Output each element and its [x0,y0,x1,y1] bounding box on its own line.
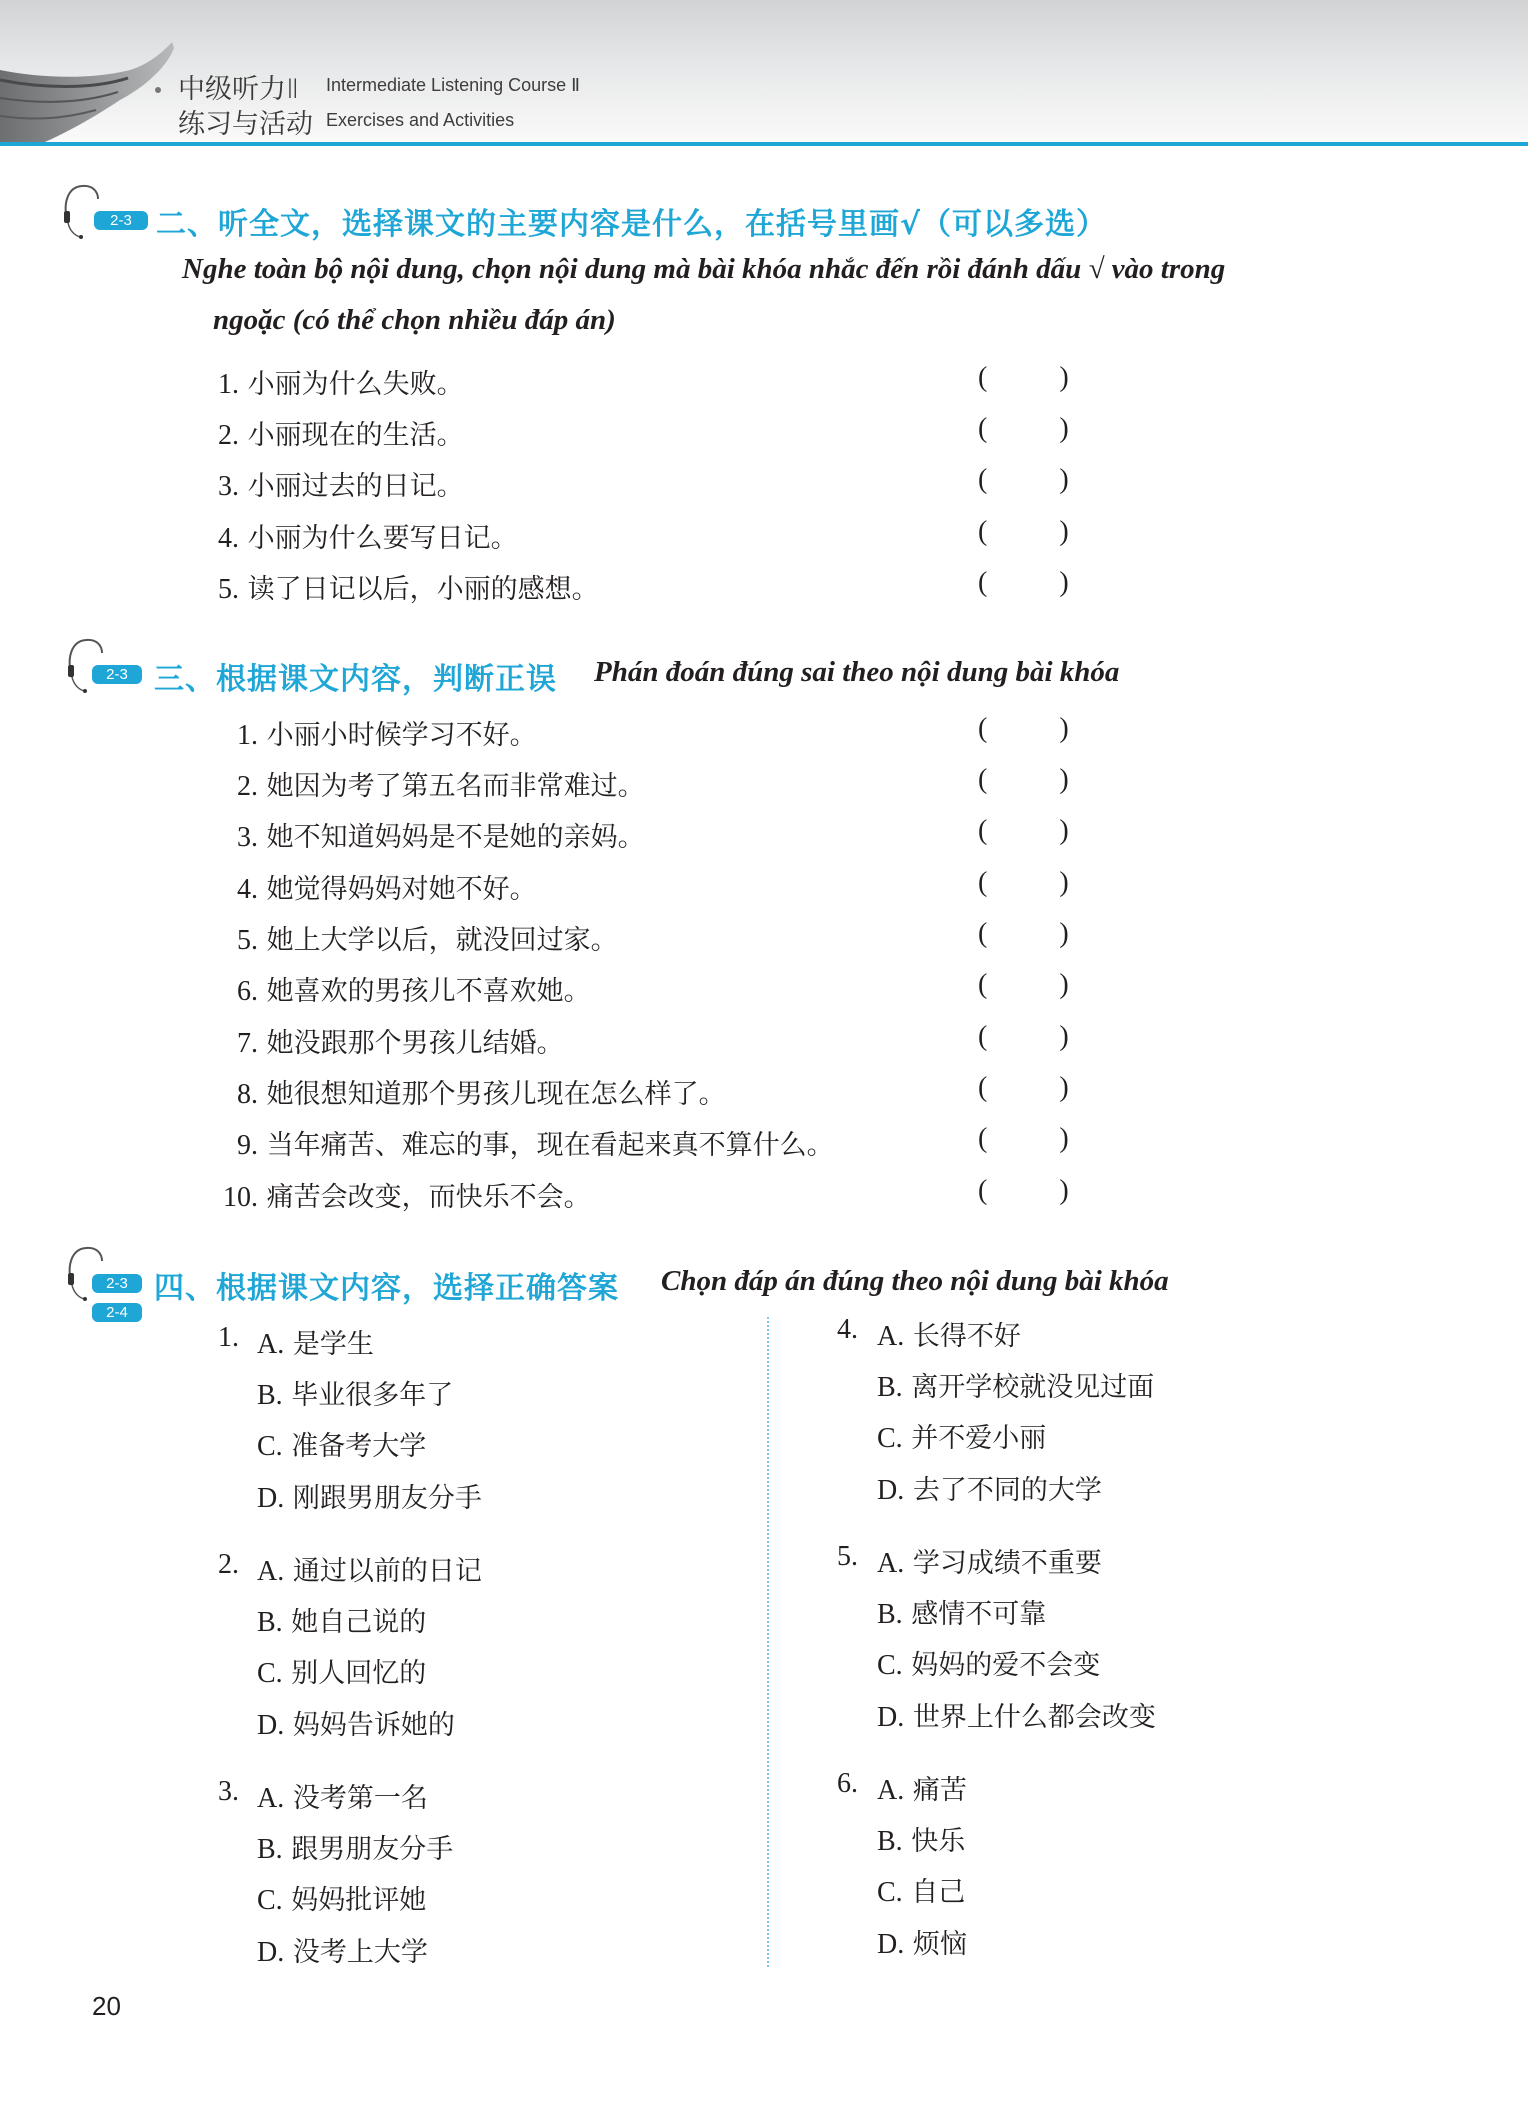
answer-blank[interactable]: ( ) [978,867,1069,898]
section-2-instruction-line2: ngoặc (có thể chọn nhiều đáp án) [213,304,616,336]
list-item: 2. 小丽现在的生活。 [218,420,464,451]
option[interactable]: D. 刚跟男朋友分手 [257,1483,482,1514]
list-item: 1. 小丽小时候学习不好。 [237,720,537,751]
page-number: 20 [92,1991,121,2021]
section-2-title: 二、听全文，选择课文的主要内容是什么，在括号里画√（可以多选） [156,207,1108,242]
answer-blank[interactable]: ( ) [978,815,1069,846]
list-item: 3. 她不知道妈妈是不是她的亲妈。 [237,822,645,853]
option[interactable]: B. 她自己说的 [257,1607,427,1638]
audio-track-badge[interactable]: 2-3 [94,211,148,230]
column-divider [767,1317,769,1967]
option[interactable]: D. 烦恼 [877,1929,967,1960]
answer-blank[interactable]: ( ) [978,764,1069,795]
list-item: 10. 痛苦会改变，而快乐不会。 [223,1182,591,1213]
section-3-title: 三、根据课文内容，判断正误 [154,662,557,697]
subtitle-en: Exercises and Activities [326,110,515,130]
option[interactable]: C. 妈妈的爱不会变 [877,1650,1101,1681]
answer-blank[interactable]: ( ) [978,1123,1069,1154]
subtitle-cn: 练习与活动 [178,109,313,140]
answer-blank[interactable]: ( ) [978,464,1069,495]
option[interactable]: A. 通过以前的日记 [257,1556,482,1587]
option[interactable]: D. 妈妈告诉她的 [257,1710,455,1741]
option[interactable]: D. 去了不同的大学 [877,1475,1102,1506]
list-item: 3. 小丽过去的日记。 [218,471,464,502]
answer-blank[interactable]: ( ) [978,918,1069,949]
option[interactable]: C. 妈妈批评她 [257,1885,427,1916]
option[interactable]: C. 准备考大学 [257,1431,427,1462]
option[interactable]: D. 世界上什么都会改变 [877,1702,1156,1733]
option[interactable]: A. 没考第一名 [257,1783,428,1814]
section-2-instruction-line1: Nghe toàn bộ nội dung, chọn nội dung mà bài khóa nhắc đến rồi đánh dấu √ vào trong [182,253,1226,285]
list-item: 1. 小丽为什么失败。 [218,369,464,400]
list-item: 9. 当年痛苦、难忘的事，现在看起来真不算什么。 [237,1130,834,1161]
audio-track-badge[interactable]: 2-3 [92,665,142,684]
list-item: 4. 她觉得妈妈对她不好。 [237,874,537,905]
list-item: 5. 她上大学以后，就没回过家。 [237,925,618,956]
answer-blank[interactable]: ( ) [978,567,1069,598]
header-divider [0,142,1528,146]
option[interactable]: B. 毕业很多年了 [257,1380,454,1411]
option[interactable]: D. 没考上大学 [257,1937,428,1968]
audio-track-badge[interactable]: 2-4 [92,1303,142,1322]
option[interactable]: C. 自己 [877,1877,966,1908]
course-title-cn: 中级听力Ⅱ [178,74,300,105]
option[interactable]: A. 是学生 [257,1329,374,1360]
answer-blank[interactable]: ( ) [978,1072,1069,1103]
list-item: 5. 读了日记以后，小丽的感想。 [218,574,599,605]
option[interactable]: C. 并不爱小丽 [877,1423,1047,1454]
list-item: 6. 她喜欢的男孩儿不喜欢她。 [237,976,591,1007]
list-item: 2. 她因为考了第五名而非常难过。 [237,771,645,802]
option[interactable]: B. 感情不可靠 [877,1599,1047,1630]
list-item: 8. 她很想知道那个男孩儿现在怎么样了。 [237,1079,726,1110]
option[interactable]: C. 别人回忆的 [257,1658,427,1689]
option[interactable]: A. 痛苦 [877,1775,967,1806]
audio-track-badge[interactable]: 2-3 [92,1274,142,1293]
answer-blank[interactable]: ( ) [978,413,1069,444]
section-4-instruction: Chọn đáp án đúng theo nội dung bài khóa [661,1265,1169,1297]
section-4-title: 四、根据课文内容，选择正确答案 [154,1271,619,1306]
answer-blank[interactable]: ( ) [978,713,1069,744]
option[interactable]: A. 学习成绩不重要 [877,1548,1102,1579]
option[interactable]: B. 跟男朋友分手 [257,1834,454,1865]
list-item: 7. 她没跟那个男孩儿结婚。 [237,1028,564,1059]
answer-blank[interactable]: ( ) [978,362,1069,393]
option[interactable]: B. 快乐 [877,1826,966,1857]
answer-blank[interactable]: ( ) [978,969,1069,1000]
option[interactable]: B. 离开学校就没见过面 [877,1372,1155,1403]
answer-blank[interactable]: ( ) [978,1021,1069,1052]
course-title-en: Intermediate Listening Course Ⅱ [326,75,580,95]
section-3-instruction: Phán đoán đúng sai theo nội dung bài khóa [594,656,1120,688]
option[interactable]: A. 长得不好 [877,1321,1021,1352]
answer-blank[interactable]: ( ) [978,516,1069,547]
answer-blank[interactable]: ( ) [978,1175,1069,1206]
list-item: 4. 小丽为什么要写日记。 [218,523,518,554]
pagoda-roof-icon [0,40,180,144]
